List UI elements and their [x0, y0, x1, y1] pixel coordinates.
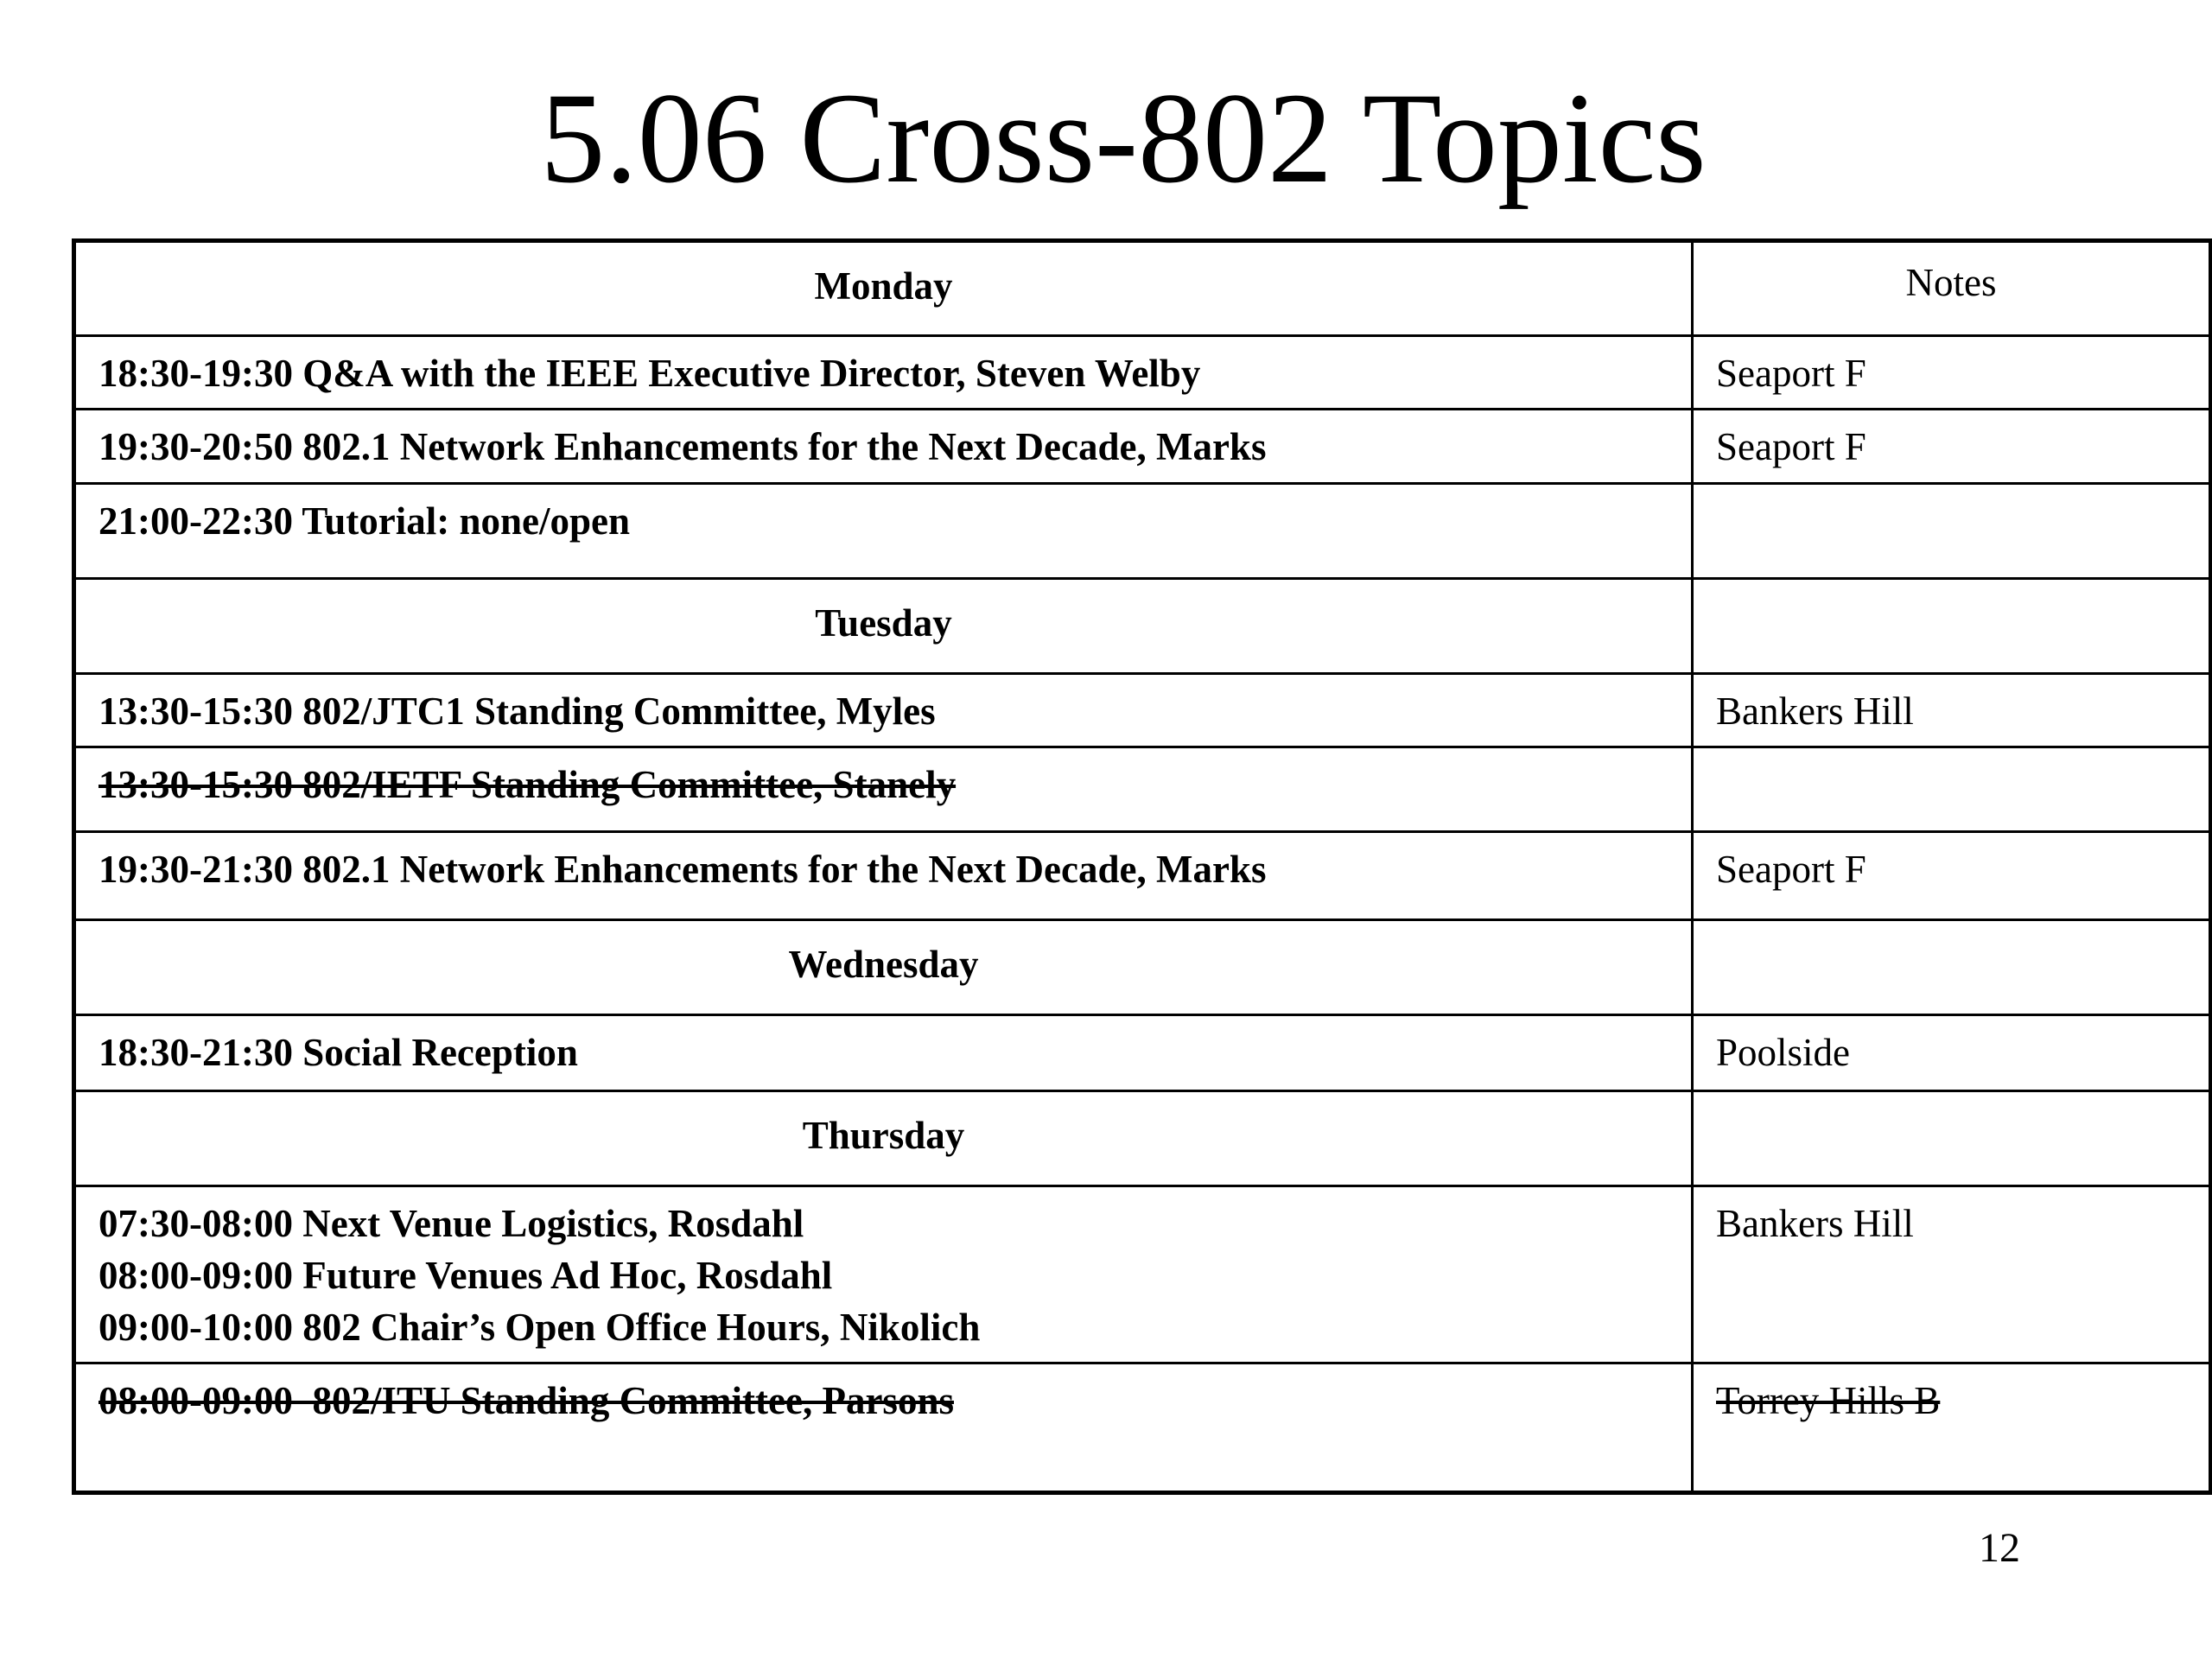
day-header-row — [74, 241, 2211, 336]
session-location: Poolside — [1693, 1015, 2211, 1091]
table-row — [74, 336, 2211, 410]
table-row — [74, 747, 2211, 832]
table-row — [74, 1363, 2211, 1493]
notes-column-heading: Notes — [1693, 241, 2211, 336]
page-number: 12 — [1979, 1525, 2020, 1571]
slide-title: 5.06 Cross-802 Topics — [540, 67, 1707, 210]
session-location — [1693, 747, 2211, 832]
session-location — [1693, 484, 2211, 579]
session-location: Seaport F — [1693, 832, 2211, 920]
session-item: 08:00-09:00 Future Venues Ad Hoc, Rosdahl — [99, 1254, 833, 1297]
session-item: 19:30-21:30 802.1 Network Enhancements for the Next Decade, Marks — [74, 832, 1693, 920]
empty-notes-cell — [1693, 579, 2211, 674]
session-item: 19:30-20:50 802.1 Network Enhancements for the Next Decade, Marks — [74, 410, 1693, 484]
session-item: 18:30-19:30 Q&A with the IEEE Executive Director, Steven Welby — [74, 336, 1693, 410]
session-location: Bankers Hill — [1693, 1186, 2211, 1363]
cancelled-session-location: Torrey Hills B — [1693, 1363, 2211, 1493]
empty-notes-cell — [1693, 920, 2211, 1015]
session-item: 18:30-21:30 Social Reception — [74, 1015, 1693, 1091]
session-item: 21:00-22:30 Tutorial: none/open — [74, 484, 1693, 579]
day-heading-tuesday: Tuesday — [74, 579, 1693, 674]
table-row — [74, 1015, 2211, 1091]
day-header-row — [74, 920, 2211, 1015]
session-location: Seaport F — [1693, 336, 2211, 410]
session-location: Seaport F — [1693, 410, 2211, 484]
day-header-row — [74, 1091, 2211, 1186]
day-heading-thursday: Thursday — [74, 1091, 1693, 1186]
cancelled-session-item: 08:00-09:00 802/ITU Standing Committee, Parsons — [74, 1363, 1693, 1493]
session-items-group — [74, 1186, 1693, 1363]
schedule-table — [72, 238, 2212, 1495]
table-row — [74, 484, 2211, 579]
session-location: Bankers Hill — [1693, 674, 2211, 747]
session-item: 13:30-15:30 802/JTC1 Standing Committee, Myles — [74, 674, 1693, 747]
empty-notes-cell — [1693, 1091, 2211, 1186]
session-item: 09:00-10:00 802 Chair’s Open Office Hours, Nikolich — [99, 1306, 981, 1349]
table-row — [74, 674, 2211, 747]
table-row — [74, 832, 2211, 920]
day-heading-monday: Monday — [74, 241, 1693, 336]
day-heading-wednesday: Wednesday — [74, 920, 1693, 1015]
table-row — [74, 410, 2211, 484]
session-item: 07:30-08:00 Next Venue Logistics, Rosdahl — [99, 1202, 804, 1245]
table-row — [74, 1186, 2211, 1363]
day-header-row — [74, 579, 2211, 674]
cancelled-session-item: 13:30-15:30 802/IETF Standing Committee, Stanely — [74, 747, 1693, 832]
